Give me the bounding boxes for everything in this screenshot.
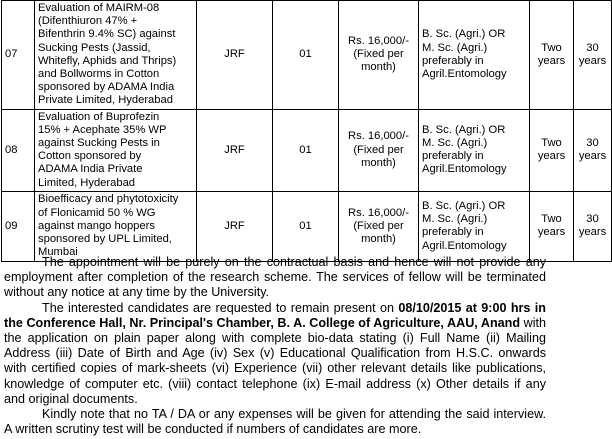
serial-number-cell: 09 [2,191,35,261]
project-title-line: Evaluation of Buprofezin [38,110,160,123]
number-of-posts-cell: 01 [273,1,339,110]
project-title-line: sponsored by ADAMA India [38,81,175,94]
age-limit-line: 30 [586,137,599,150]
salary-cell [339,109,419,191]
expenses-note-paragraph: Kindly note that no TA / DA or any expenses will be given for attending the said interview. A written scrutiny test will be conducted if numbers of candidates are more. [4,407,546,437]
duration-line: years [537,54,566,67]
serial-number-cell: 08 [2,109,35,191]
salary-line: month) [361,61,396,74]
table-row [2,1,612,110]
qualification-line: M. Sc. (Agri.) [422,137,488,150]
posts-table-body [2,1,612,262]
age-limit-line: 30 [586,41,599,54]
notice-text [4,255,546,437]
project-title-line: Private Limited, Hyderabad [38,94,173,107]
duration-line: years [537,226,566,239]
project-title-line: Limited, Hyderabad [38,176,136,189]
duration-line: Two [541,213,562,226]
salary-line: Rs. 16,000/- [348,206,409,219]
application-requirements-text: with the application on plain paper along with complete bio-data stating (i) Full Name (ii) Mailing Address (iii) Date of Birth and Age (iv) Sex (v) Educational Qualification from H.S.C. onwards with certified copies of mark-sheets (vi) Experience (vii) other relevant details like publications, knowledge of computer etc. (viii) contact telephone (ix) E-mail address (x) Other details if any and original documents. [4,315,546,406]
project-title-line: Cotton sponsored by [38,150,142,163]
duration-line: Two [541,137,562,150]
project-title-line: Bifenthrin 9.4% SC) against [38,28,176,41]
age-limit-line: 30 [586,213,599,226]
salary-line: month) [361,156,396,169]
posts-table [1,0,612,262]
project-title-line: against Sucking Pests in [38,137,160,150]
age-limit-line: years [578,226,607,239]
project-title-line: Sucking Pests (Jassid, [38,41,151,54]
project-title-line: against mango hoppers [38,219,155,232]
age-limit-cell [574,109,612,191]
project-title-line: Whitefly, Aphids and Thrips) [38,54,177,67]
qualification-line: B. Sc. (Agri.) OR [422,123,506,136]
number-of-posts-cell: 01 [273,109,339,191]
qualification-line: preferably in [422,54,484,67]
project-title-line: Bioefficacy and phytotoxicity [38,193,179,206]
salary-cell [339,1,419,110]
age-limit-cell [574,1,612,110]
interview-intro-text: The interested candidates are requested to remain present on [42,300,399,315]
project-title-line: Evaluation of MAIRM-08 [38,2,160,14]
project-title-line: 15% + Acephate 35% WP [38,123,167,136]
qualification-line: preferably in [422,150,484,163]
age-limit-line: years [578,54,607,67]
duration-cell [530,1,574,110]
post-cell: JRF [197,1,273,110]
project-title-line: ADAMA India Private [38,163,143,176]
qualification-line: B. Sc. (Agri.) OR [422,199,506,212]
project-title-line: Mumbai [38,246,78,259]
duration-line: years [537,150,566,163]
salary-line: (Fixed per [353,143,404,156]
qualification-line: Agril.Entomology [422,239,507,252]
project-title-line: (Difenthiuron 47% + [38,15,138,28]
qualification-line: Agril.Entomology [422,68,507,81]
project-title-cell [35,109,197,191]
age-limit-line: years [578,150,607,163]
salary-cell [339,191,419,261]
contract-terms-paragraph: The appointment will be purely on the contractual basis and hence will not provide any employment after completion of the research scheme. The services of fellow will be terminated without any notice at any time by the University. [4,255,546,300]
interview-details-paragraph [4,301,546,407]
post-cell: JRF [197,109,273,191]
salary-line: Rs. 16,000/- [348,130,409,143]
post-cell: JRF [197,191,273,261]
project-title-line: and Bollworms in Cotton [38,68,160,81]
table-row [2,191,612,261]
qualification-cell [419,191,530,261]
qualification-line: M. Sc. (Agri.) [422,213,488,226]
duration-cell [530,191,574,261]
duration-line: Two [541,41,562,54]
project-title-line: of Flonicamid 50 % WG [38,206,156,219]
project-title-line: sponsored by UPL Limited, [38,232,172,245]
qualification-line: preferably in [422,226,484,239]
salary-line: month) [361,232,396,245]
project-title-cell [35,191,197,261]
qualification-cell [419,1,530,110]
serial-number-cell: 07 [2,1,35,110]
interview-date-venue: 08/10/2015 at 9:00 hrs in the Conference Hall, Nr. Principal's Chamber, B. A. College of Agriculture, AAU, Anand [4,300,546,330]
duration-cell [530,109,574,191]
salary-line: Rs. 16,000/- [348,35,409,47]
qualification-line: B. Sc. (Agri.) OR [422,28,506,41]
qualification-line: Agril.Entomology [422,163,507,176]
number-of-posts-cell: 01 [273,191,339,261]
salary-line: (Fixed per [353,219,404,232]
project-title-cell [35,1,197,110]
salary-line: (Fixed per [353,48,404,61]
qualification-line: M. Sc. (Agri.) [422,41,488,54]
qualification-cell [419,109,530,191]
age-limit-cell [574,191,612,261]
table-row [2,109,612,191]
